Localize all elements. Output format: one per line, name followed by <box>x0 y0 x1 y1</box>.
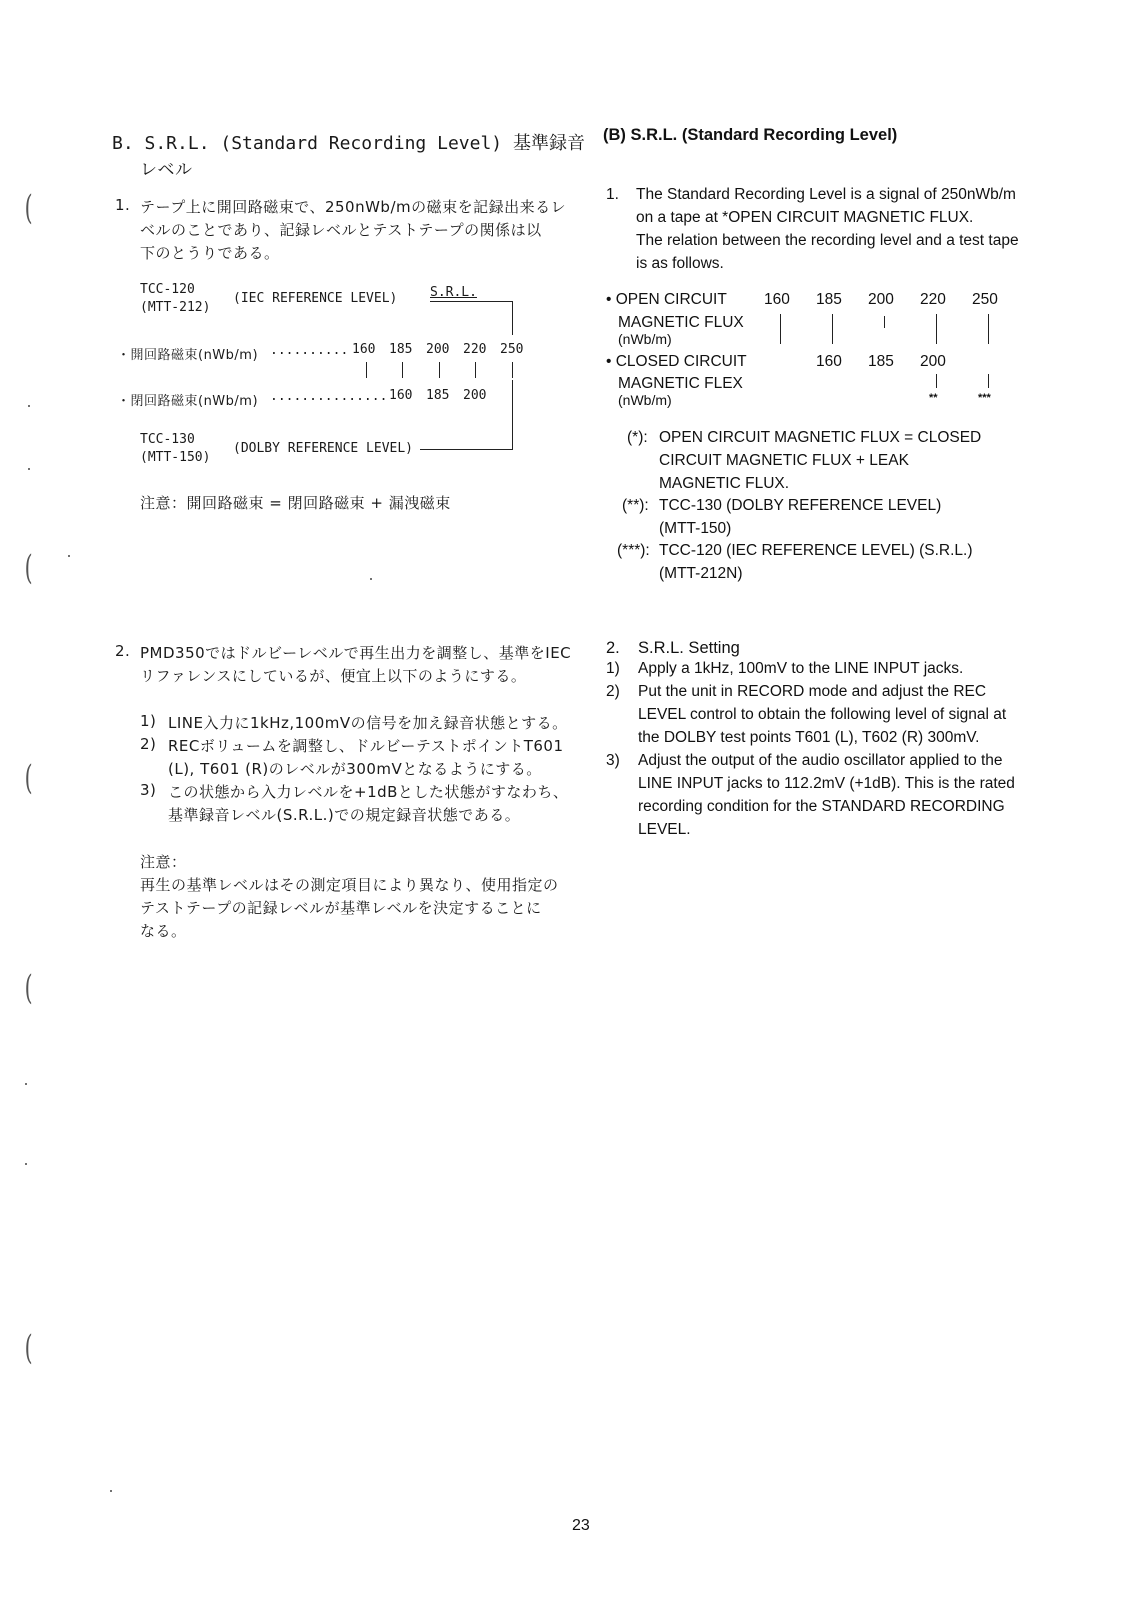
jp-note-flux: 注意：開回路磁束 = 閉回路磁束 + 漏洩磁束 <box>140 494 451 512</box>
scan-speck <box>25 1163 27 1165</box>
value-tick <box>988 314 989 344</box>
open-value: 220 <box>463 342 487 357</box>
srl-label: S.R.L. <box>430 285 477 300</box>
footnote-mark: (***): <box>617 542 650 559</box>
iec-reference-label: (IEC REFERENCE LEVEL) <box>233 291 398 306</box>
mtt150-label: (MTT-150) <box>140 450 211 465</box>
open-value: 200 <box>426 342 450 357</box>
closed-circuit-unit: (nWb/m) <box>618 392 672 408</box>
footnote-text: MAGNETIC FLUX. <box>659 475 790 492</box>
dolby-mark: ** <box>929 392 938 404</box>
value-tick <box>884 316 885 328</box>
iec-mark: *** <box>978 392 991 404</box>
en-step-number: 2) <box>606 683 620 700</box>
jp-item1-text: テープ上に開回路磁束で、250nWb/mの磁束を記録出来るレ <box>140 198 567 216</box>
jp-note2-text: なる。 <box>140 922 187 940</box>
footnote-mark: (**): <box>622 497 649 514</box>
value-tick <box>780 314 781 344</box>
en-step-text: Put the unit in RECORD mode and adjust the REC <box>638 683 987 700</box>
value-tick <box>832 314 833 344</box>
closed-value: 200 <box>463 388 487 403</box>
open-flux-label: ・開回路磁束(nWb/m) <box>117 348 259 363</box>
tcc130-label: TCC-130 <box>140 432 195 447</box>
scan-speck <box>28 405 30 407</box>
closed-value: 185 <box>868 353 894 370</box>
dolby-reference-label: (DOLBY REFERENCE LEVEL) <box>233 441 414 456</box>
jp-step-number: 3) <box>140 781 157 799</box>
closed-flux-label: ・閉回路磁束(nWb/m) <box>117 394 259 409</box>
open-circuit-label: MAGNETIC FLUX <box>618 314 744 331</box>
dolby-connector <box>512 380 513 450</box>
binding-hole-mark: ( <box>24 758 33 798</box>
footnote-text: OPEN CIRCUIT MAGNETIC FLUX = CLOSED <box>659 429 982 446</box>
en-item2-number: 2. <box>606 639 620 657</box>
jp-step-text: LINE入力に1kHz,100mVの信号を加え録音状態とする。 <box>168 714 568 732</box>
binding-hole-mark: ( <box>24 548 33 588</box>
scan-speck <box>370 578 372 580</box>
value-tick <box>366 362 367 378</box>
srl-connector <box>430 301 513 302</box>
jp-item1-text: ベルのことであり、記録レベルとテストテープの関係は以 <box>140 221 542 239</box>
en-step-text: LEVEL. <box>638 821 691 838</box>
scan-speck <box>68 555 70 557</box>
open-value: 185 <box>389 342 413 357</box>
en-step-text: Apply a 1kHz, 100mV to the LINE INPUT jacks. <box>638 660 964 677</box>
binding-hole-mark: ( <box>24 968 33 1008</box>
value-tick <box>988 374 989 388</box>
scan-speck <box>28 468 30 470</box>
open-value: 200 <box>868 291 894 308</box>
jp-note2-text: 再生の基準レベルはその測定項目により異なり、使用指定の <box>140 876 559 894</box>
scan-speck <box>110 1490 112 1492</box>
en-step-text: Adjust the output of the audio oscillator applied to the <box>638 752 1003 769</box>
en-item2-title: S.R.L. Setting <box>638 639 740 657</box>
en-item1-text: The relation between the recording level and a test tape <box>636 232 1019 249</box>
jp-step-text: 基準録音レベル(S.R.L.)での規定録音状態である。 <box>168 806 521 824</box>
en-step-text: the DOLBY test points T601 (L), T602 (R) 300mV. <box>638 729 980 746</box>
closed-value: 160 <box>389 388 413 403</box>
footnote-mark: (*): <box>627 429 648 446</box>
closed-flux-leader: ............... <box>270 389 388 404</box>
en-step-text: LEVEL control to obtain the following level of signal at <box>638 706 1007 723</box>
en-item1-number: 1. <box>606 186 619 203</box>
open-value: 160 <box>352 342 376 357</box>
jp-step-text: RECボリュームを調整し、ドルビーテストポイントT601 <box>168 737 564 755</box>
scan-speck <box>25 1083 27 1085</box>
open-flux-leader: .......... <box>270 343 349 358</box>
mtt212-label: (MTT-212) <box>140 300 211 315</box>
jp-item2-text: リファレンスにしているが、便宜上以下のようにする。 <box>140 667 527 685</box>
en-item1-text: The Standard Recording Level is a signal of 250nWb/m <box>636 186 1016 203</box>
open-value: 250 <box>972 291 998 308</box>
en-item1-text: is as follows. <box>636 255 724 272</box>
jp-section-heading: B. S.R.L. (Standard Recording Level) 基準録音 <box>112 133 585 154</box>
jp-section-heading-cont: レベル <box>140 160 193 180</box>
en-step-number: 1) <box>606 660 620 677</box>
jp-item1-text: 下のとうりである。 <box>140 244 280 262</box>
closed-value: 160 <box>816 353 842 370</box>
closed-value: 185 <box>426 388 450 403</box>
open-value: 220 <box>920 291 946 308</box>
closed-circuit-label: • CLOSED CIRCUIT <box>606 353 747 370</box>
closed-value: 200 <box>920 353 946 370</box>
srl-connector <box>512 301 513 335</box>
value-tick <box>475 362 476 378</box>
open-value: 160 <box>764 291 790 308</box>
en-section-heading: (B) S.R.L. (Standard Recording Level) <box>603 126 898 144</box>
page-number: 23 <box>572 1517 590 1534</box>
dolby-connector <box>420 449 513 450</box>
footnote-text: (MTT-212N) <box>659 565 743 582</box>
jp-note2-label: 注意： <box>140 853 187 871</box>
jp-item2-number: 2. <box>115 642 131 660</box>
footnote-text: TCC-130 (DOLBY REFERENCE LEVEL) <box>659 497 942 514</box>
value-tick <box>439 362 440 378</box>
en-step-text: recording condition for the STANDARD RECORDING <box>638 798 1005 815</box>
jp-step-text: (L), T601 (R)のレベルが300mVとなるようにする。 <box>168 760 542 778</box>
jp-item2-text: PMD350ではドルビーレベルで再生出力を調整し、基準をIEC <box>140 644 572 662</box>
en-step-text: LINE INPUT jacks to 112.2mV (+1dB). This is the rated <box>638 775 1015 792</box>
tcc120-label: TCC-120 <box>140 282 195 297</box>
footnote-text: CIRCUIT MAGNETIC FLUX + LEAK <box>659 452 909 469</box>
open-circuit-label: • OPEN CIRCUIT <box>606 291 727 308</box>
footnote-text: (MTT-150) <box>659 520 732 537</box>
closed-circuit-label: MAGNETIC FLEX <box>618 375 743 392</box>
jp-note2-text: テストテープの記録レベルが基準レベルを決定することに <box>140 899 542 917</box>
open-circuit-unit: (nWb/m) <box>618 331 672 347</box>
jp-step-text: この状態から入力レベルを+1dBとした状態がすなわち、 <box>168 783 569 801</box>
open-value: 185 <box>816 291 842 308</box>
binding-hole-mark: ( <box>24 1328 33 1368</box>
binding-hole-mark: ( <box>24 188 33 228</box>
value-tick <box>936 374 937 388</box>
jp-step-number: 2) <box>140 735 157 753</box>
jp-item1-number: 1. <box>115 196 131 214</box>
value-tick <box>936 314 937 344</box>
en-item1-text: on a tape at *OPEN CIRCUIT MAGNETIC FLUX. <box>636 209 974 226</box>
jp-step-number: 1) <box>140 712 157 730</box>
value-tick <box>512 362 513 378</box>
value-tick <box>402 362 403 378</box>
open-value: 250 <box>500 342 524 357</box>
footnote-text: TCC-120 (IEC REFERENCE LEVEL) (S.R.L.) <box>659 542 973 559</box>
en-step-number: 3) <box>606 752 620 769</box>
